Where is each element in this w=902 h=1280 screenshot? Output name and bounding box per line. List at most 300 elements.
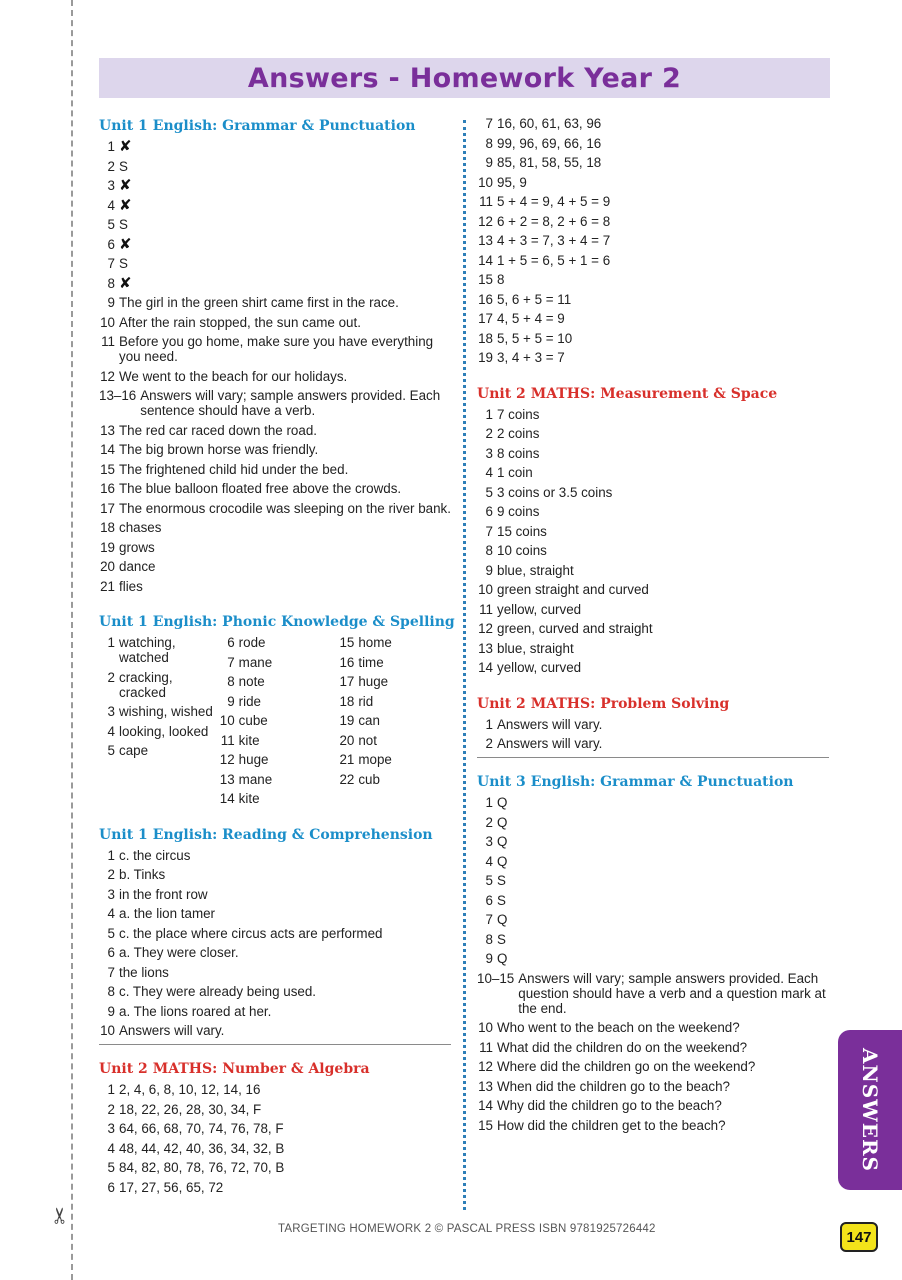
answer-text: 64, 66, 68, 70, 74, 76, 78, F [119,1121,284,1136]
answer-number: 6 [485,892,493,908]
answers-side-tab [838,1030,902,1190]
unit-label: Unit 2 [477,385,526,402]
answer-number: 6 [107,1179,115,1195]
answer-text: kite [238,791,260,806]
answer-number: 11 [479,194,493,209]
answer-text: ride [238,693,262,709]
answer-number: 8 [485,135,493,151]
answer-item [219,713,339,728]
answer-text: 4 + 3 = 7, 3 + 4 = 7 [497,233,611,248]
section-heading [477,772,829,792]
answer-text: a. the lion tamer [119,906,216,921]
answer-text: rid [358,693,374,709]
answer-item [477,543,829,558]
answer-text: looking, looked [119,723,209,739]
left-column [99,116,455,1199]
answer-number: 11 [479,601,493,617]
answer-number: 3 [485,445,493,461]
answer-item [99,635,219,665]
answer-number: 3 [107,704,115,719]
answer-text: yellow, curved [497,601,582,617]
answer-item [477,912,829,927]
answer-text: Q [497,814,508,830]
answer-item [99,906,451,921]
answer-section [99,825,451,1039]
answer-text: yellow, curved [497,660,582,675]
answer-item [477,893,829,908]
right-column [477,116,829,1137]
subject-label: MATHS: Measurement & Space [530,385,778,402]
answer-number: 12 [478,621,493,636]
answer-number: 10 [219,713,235,728]
answer-text: S [497,873,506,888]
answer-text: 1 coin [497,465,533,480]
answer-item [99,295,451,310]
answer-number: 12 [478,1059,493,1074]
subject-label: English: Grammar & Punctuation [152,118,416,134]
answer-text: a. The lions roared at her. [119,1003,272,1019]
section-rule [99,1044,451,1045]
answer-section [477,384,829,676]
answer-item [477,873,829,888]
answer-item [338,733,451,748]
answer-item [99,1180,451,1195]
answer-number: 17 [339,674,355,689]
section-heading [99,825,451,845]
answer-number: 5 [485,873,493,888]
answer-item [477,214,829,229]
answer-text: cube [238,713,268,728]
answer-item [99,442,451,457]
answer-item [477,1020,829,1035]
section-heading [477,384,829,404]
answer-item [477,602,829,617]
answer-number: 9 [107,1003,115,1019]
answer-text: huge [358,674,389,689]
answer-item [99,369,451,384]
answer-item [219,772,339,787]
answer-item [338,674,451,689]
answer-text: The big brown horse was friendly. [119,442,319,457]
answer-item [219,655,339,670]
unit-label: Unit 2 [477,695,526,712]
answer-item [477,504,829,519]
answer-number: 7 [485,523,493,539]
answer-number: 10 [478,174,493,190]
answer-number: 8 [107,275,115,291]
answer-text: 4, 5 + 4 = 9 [497,311,565,326]
answer-item [477,641,829,656]
answer-section [99,1059,451,1195]
answer-text: The frightened child hid under the bed. [119,461,349,477]
answer-text: mope [358,752,392,767]
answer-number: 16 [339,654,355,670]
answer-item [219,694,339,709]
answer-item [99,520,451,535]
answer-text: the lions [119,964,169,980]
answer-item [99,926,451,941]
answer-number: 2 [485,736,493,751]
answer-text: 10 coins [497,543,547,558]
answer-number: 20 [100,559,115,574]
scissors-icon: ✂ [48,1206,74,1225]
answer-text: Answers will vary; sample answers provided. Each sentence should have a verb. [140,388,441,418]
answer-item [338,655,451,670]
answer-text: Q [497,795,508,810]
answer-number: 8 [485,543,493,558]
answer-item [477,582,829,597]
answer-number: 8 [485,931,493,947]
answer-text: ✘ [119,177,132,194]
answer-item [99,462,451,477]
answer-number: 2 [107,669,115,685]
answer-text: blue, straight [497,640,574,656]
subject-label: English: Grammar & Punctuation [530,774,794,790]
answer-number: 5 [107,217,115,232]
answer-number: 10 [100,314,115,330]
answer-item [219,752,339,767]
answer-number: 13 [219,771,235,787]
subject-label: English: Reading & Comprehension [152,826,433,843]
answer-text: 2, 4, 6, 8, 10, 12, 14, 16 [119,1082,261,1097]
answer-item [99,1004,451,1019]
answer-item [477,815,829,830]
answer-number: 14 [219,791,235,806]
answer-number: 13 [100,422,115,438]
answer-text: in the front row [119,886,208,902]
unit-label: Unit 1 [99,614,148,630]
side-tab-label: ANSWERS [858,1047,883,1173]
answer-item [477,485,829,500]
answer-text: blue, straight [497,562,574,578]
answer-number: 18 [339,693,355,709]
section-gap [99,811,451,825]
answer-section [477,772,829,1133]
answer-list [219,635,339,806]
answer-text: Answers will vary. [119,1023,225,1038]
answer-text: S [119,217,128,232]
answer-text: The red car raced down the road. [119,422,317,438]
answer-number: 10 [478,582,493,597]
answer-item [338,694,451,709]
answer-text: chases [119,520,162,535]
answer-text: Q [497,951,508,966]
answer-number: 13–16 [99,388,137,403]
answer-text: c. the place where circus acts are performed [119,925,383,941]
answer-item [99,559,451,574]
answer-text: Q [497,853,508,869]
answer-item [477,563,829,578]
answer-list [477,407,829,676]
answer-item [99,579,451,594]
answer-text: kite [238,732,260,748]
answer-item [477,292,829,307]
unit-label: Unit 2 [99,1061,148,1077]
answer-number: 19 [339,713,355,728]
answer-grid-column [99,635,219,811]
answer-text: rode [238,635,266,650]
answer-item [477,1079,829,1094]
answer-item [99,965,451,980]
answer-text: Before you go home, make sure you have everything you need. [119,334,434,364]
answer-item [477,350,829,365]
answer-section [477,694,829,752]
answer-number: 12 [219,752,235,767]
answer-item [477,155,829,170]
answer-item [99,501,451,516]
answer-number: 11 [479,1039,493,1055]
answer-grid [99,635,451,811]
unit-label: Unit 3 [477,774,526,790]
answer-item [99,540,451,555]
answer-text: The girl in the green shirt came first in the race. [119,295,399,310]
answer-item [219,635,339,650]
answer-number: 2 [485,814,493,830]
answer-text: ✘ [119,138,132,155]
answer-item [477,426,829,441]
answer-number: 1 [107,139,115,154]
answer-list [338,635,451,787]
answer-number: 16 [478,291,493,307]
answer-number: 13 [478,233,493,248]
answer-item [477,971,829,1016]
answer-number: 4 [485,465,493,480]
answer-item [477,951,829,966]
answer-number: 5 [107,1160,115,1175]
answer-number: 9 [227,693,235,709]
answer-text: flies [119,578,143,594]
answer-number: 13 [478,1078,493,1094]
subject-label: MATHS: Number & Algebra [152,1061,370,1077]
section-heading [99,612,455,632]
answer-item [477,834,829,849]
answer-number: 1 [485,406,493,422]
answer-text: cub [358,771,380,787]
answer-text: We went to the beach for our holidays. [119,368,348,384]
answer-text: 16, 60, 61, 63, 96 [497,116,602,131]
answer-list [99,635,219,758]
answer-item [99,388,451,418]
answer-item [99,1082,451,1097]
answer-text: 6 + 2 = 8, 2 + 6 = 8 [497,213,611,229]
answer-number: 4 [107,197,115,213]
answer-item [477,621,829,636]
answer-number: 8 [107,984,115,999]
answer-text: green straight and curved [497,582,649,597]
answer-item [477,194,829,209]
answer-text: Q [497,834,508,849]
answer-item [99,1121,451,1136]
answer-number: 3 [485,834,493,849]
answer-text: ✘ [119,235,132,253]
unit-label: Unit 1 [99,118,148,134]
section-gap [477,680,829,694]
answer-number: 2 [107,1101,115,1117]
answer-text: 3 coins or 3.5 coins [497,484,613,500]
answer-item [99,1023,451,1038]
answer-number: 14 [478,252,493,268]
answer-item [477,932,829,947]
answer-number: 14 [478,1098,493,1113]
answer-list [99,1082,451,1195]
answer-item [99,178,451,193]
answer-number: 11 [101,334,115,349]
answer-number: 8 [227,674,235,689]
answer-item [99,423,451,438]
answer-number: 1 [107,847,115,863]
subject-label: MATHS: Problem Solving [530,695,730,712]
answer-number: 15 [478,272,493,287]
answer-item [477,524,829,539]
answer-text: 5, 6 + 5 = 11 [497,291,572,307]
answer-item [99,334,451,364]
answer-number: 20 [339,732,355,748]
answer-item [99,704,219,719]
answer-number: 1 [485,716,493,732]
answer-number: 18 [478,330,493,346]
answer-number: 13 [478,640,493,656]
answer-text: 84, 82, 80, 78, 76, 72, 70, B [119,1160,285,1175]
answer-number: 1 [107,1082,115,1097]
answer-number: 12 [100,368,115,384]
answer-text: huge [238,752,269,767]
answer-text: Why did the children go to the beach? [497,1098,722,1113]
answer-list [477,717,829,752]
answer-number: 19 [100,539,115,555]
answer-text: not [358,732,377,748]
answer-item [477,253,829,268]
answer-text: 48, 44, 42, 40, 36, 34, 32, B [119,1140,285,1156]
answer-number: 17 [478,311,493,326]
answer-number: 11 [220,732,235,748]
answer-text: What did the children do on the weekend? [497,1039,748,1055]
answer-text: 7 coins [497,406,540,422]
answer-number: 14 [478,660,493,675]
answer-number: 4 [107,906,115,921]
answer-number: 21 [339,752,355,767]
answer-text: 2 coins [497,426,540,441]
answer-text: The blue balloon floated free above the crowds. [119,481,402,496]
answer-item [338,772,451,787]
answer-text: b. Tinks [119,867,166,882]
answer-text: c. the circus [119,847,191,863]
answer-number: 19 [478,350,493,365]
answer-text: 3, 4 + 3 = 7 [497,350,565,365]
answer-number: 7 [485,116,493,131]
section-rule [477,757,829,758]
answer-item [99,1160,451,1175]
answer-item [99,481,451,496]
answer-item [99,1141,451,1156]
answer-item [477,1118,829,1133]
answer-item [338,635,451,650]
answer-item [99,867,451,882]
answer-text: How did the children get to the beach? [497,1117,726,1133]
answer-text: Where did the children go on the weekend? [497,1059,756,1074]
answer-text: 15 coins [497,523,547,539]
answer-text: cape [119,743,149,758]
answer-number: 1 [107,635,115,650]
answer-text: a. They were closer. [119,945,239,960]
answer-text: home [358,635,392,650]
answer-number: 10 [478,1020,493,1035]
answer-text: The enormous crocodile was sleeping on the river bank. [119,500,451,516]
answer-item [477,854,829,869]
answer-text: time [358,654,384,670]
answer-number: 6 [107,945,115,960]
answer-text: Answers will vary. [497,736,603,751]
answer-text: Answers will vary. [497,716,603,732]
answer-number: 15 [100,461,115,477]
answer-number: 15 [339,635,355,650]
answer-text: grows [119,539,155,555]
answer-number: 3 [107,178,115,193]
answer-text: note [238,674,265,689]
answer-text: 95, 9 [497,174,527,190]
answer-text: After the rain stopped, the sun came out. [119,314,361,330]
answer-number: 4 [107,1140,115,1156]
answer-section [477,116,829,365]
answer-item [99,139,451,154]
answer-item [338,752,451,767]
answer-number: 12 [478,213,493,229]
answer-item [99,256,451,271]
answer-item [99,159,451,174]
answer-item [477,331,829,346]
answer-number: 3 [107,1121,115,1136]
answer-item [99,848,451,863]
answer-list [477,795,829,1133]
title-banner [99,58,830,98]
answer-text: Who went to the beach on the weekend? [497,1020,740,1035]
answer-item [477,660,829,675]
answer-item [477,233,829,248]
answer-number: 6 [107,236,115,252]
answer-number: 2 [107,867,115,882]
answer-text: S [119,158,128,174]
answer-list [99,848,451,1039]
answer-item [219,674,339,689]
answer-text: 5 + 4 = 9, 4 + 5 = 9 [497,194,611,209]
answer-list [477,116,829,365]
answer-number: 6 [227,635,235,650]
section-gap [99,598,451,612]
answer-text: 1 + 5 = 6, 5 + 1 = 6 [497,252,611,268]
answer-text: S [497,892,506,908]
footer-text: TARGETING HOMEWORK 2 © PASCAL PRESS ISBN 9781925726442 [278,1223,656,1235]
answer-text: ✘ [119,274,132,292]
answer-item [477,795,829,810]
page-title: Answers - Homework Year 2 [247,62,682,94]
section-gap [477,370,829,384]
answer-text: 17, 27, 56, 65, 72 [119,1179,224,1195]
answer-text: 8 coins [497,445,540,461]
answer-text: cracking, cracked [119,669,173,700]
answer-number: 5 [107,743,115,758]
answer-text: S [119,256,128,271]
answer-item [99,1102,451,1117]
answer-number: 10–15 [477,970,515,986]
answer-item [477,136,829,151]
answer-number: 16 [100,481,115,496]
answer-text: 99, 96, 69, 66, 16 [497,135,602,151]
answer-number: 7 [227,654,235,670]
answer-item [99,670,219,700]
answer-text: wishing, wished [119,704,213,719]
section-heading [99,116,451,136]
answer-number: 21 [100,578,115,594]
answer-item [477,311,829,326]
